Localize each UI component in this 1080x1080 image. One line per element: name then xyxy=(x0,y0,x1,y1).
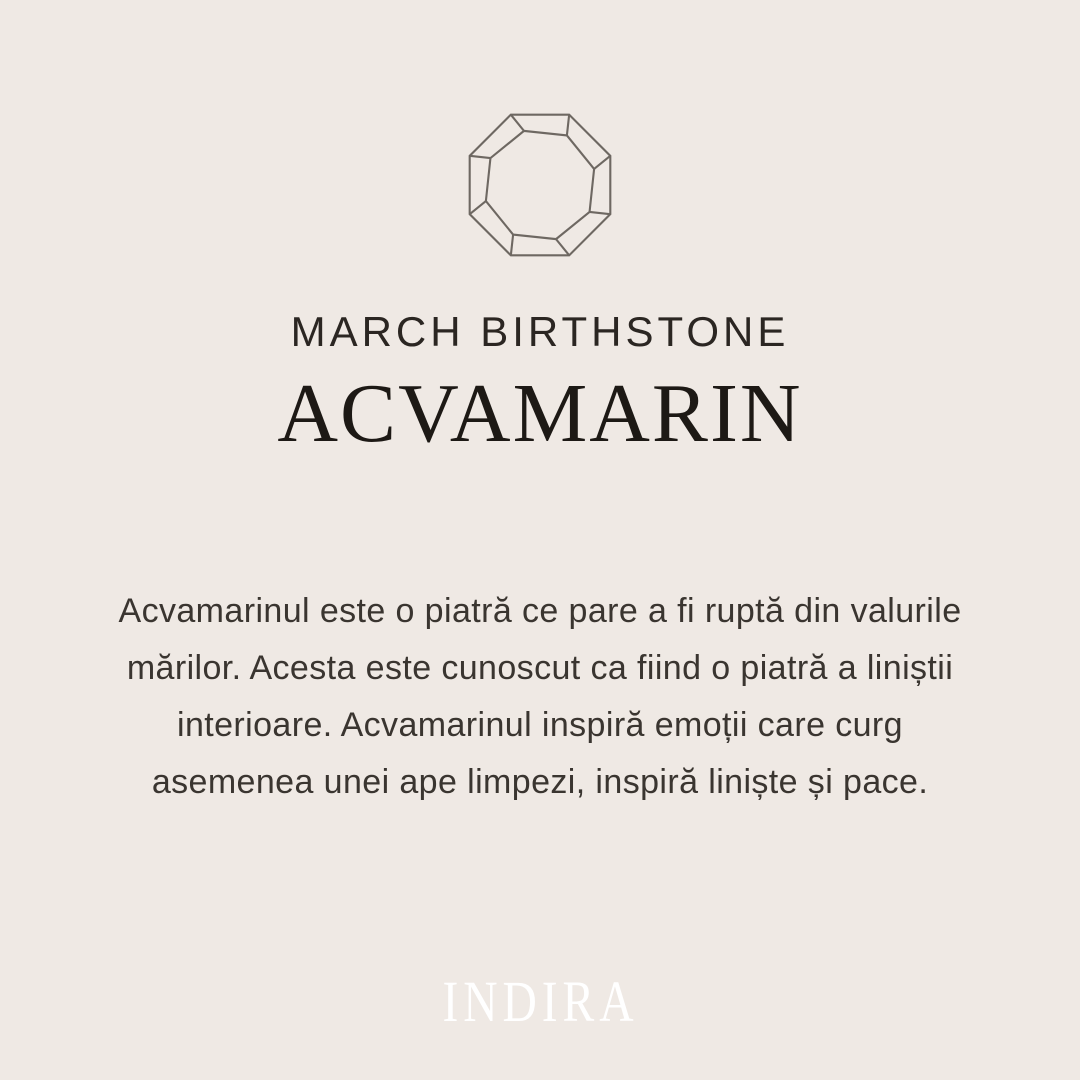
description-text xyxy=(0,583,1080,811)
description-line: Acvamarinul este o piatră ce pare a fi ruptă din valurile xyxy=(118,592,962,630)
gemstone-icon xyxy=(459,104,621,266)
eyebrow-label: MARCH BIRTHSTONE xyxy=(290,308,790,355)
brand-wordmark: INDIRA xyxy=(442,969,638,1034)
page-title: ACVAMARIN xyxy=(277,367,803,460)
brand-logo xyxy=(0,970,1080,1034)
description-line: mărilor. Acesta este cunoscut ca fiind o piatră a liniștii xyxy=(126,649,954,687)
description-line: asemenea unei ape limpezi, inspiră liniște și pace. xyxy=(151,763,929,801)
description-line: interioare. Acvamarinul inspiră emoții care curg xyxy=(177,706,903,744)
